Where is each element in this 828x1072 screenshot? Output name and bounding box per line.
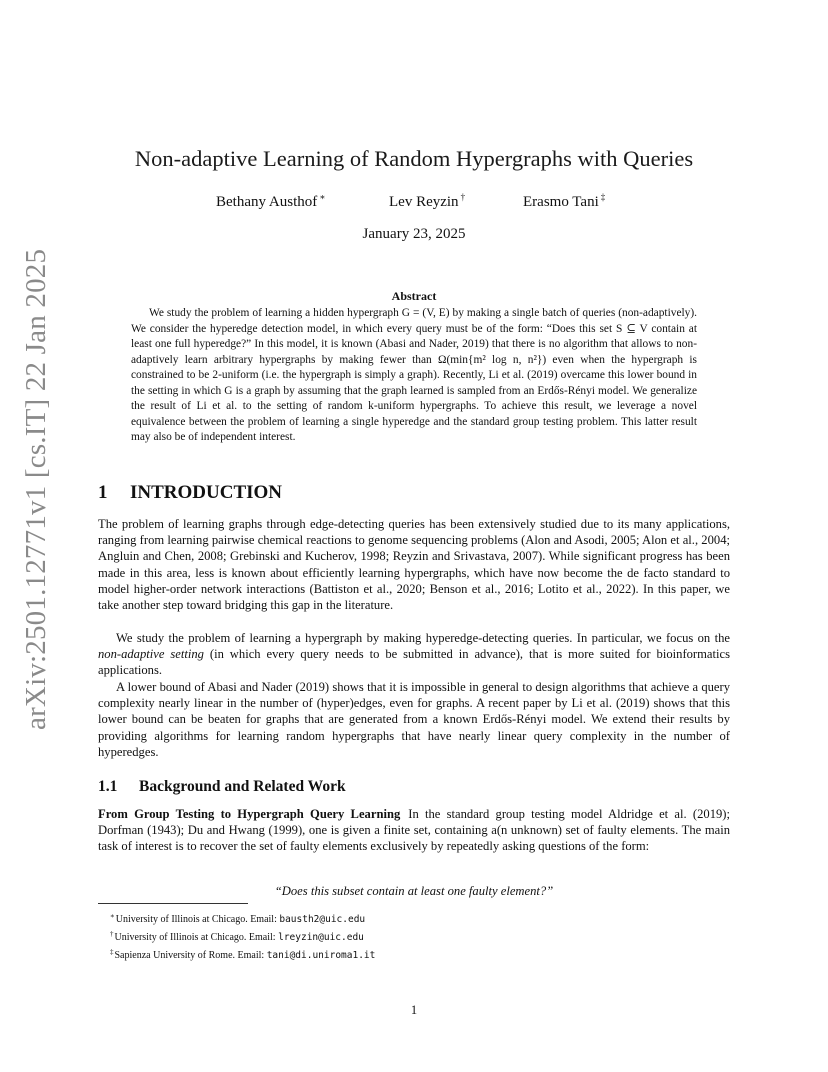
footnote-text: University of Illinois at Chicago. Email: [114, 932, 279, 943]
section-number: 1 [98, 482, 108, 503]
author-footnote-mark: ‡ [600, 192, 606, 202]
author-name: Bethany Austhof [216, 194, 318, 210]
author-2 [389, 192, 465, 211]
author-footnote-mark: † [460, 192, 466, 202]
abstract-text: We study the problem of learning a hidden hypergraph G = (V, E) by making a single batch of queries (non-adaptively). We consider the hyperedge detection model, in which every query must be of the form: “Does this set S ⊆ V contain at least one full hyperedge?” In this model, it is known (Abasi and Nader, 2019) that there is no algorithm that allows to non-adaptively learn arbitrary hypergraphs by making fewer than Ω(min{m² log n, n²}) even when the hypergraph is constrained to be 2-uniform (i.e. the hypergraph is simply a graph). Recently, Li et al. (2019) overcame this lower bound in the setting in which G is a graph by assuming that the graph learned is sampled from an Erdős-Rényi model. We generalize the result of Li et al. to the setting of random k-uniform hypergraphs. To achieve this result, we leverage a novel equivalence between the problem of learning a single hyperedge and the standard group testing problem. This latter result may also be of independent interest. [131, 307, 697, 443]
abstract-heading: Abstract [391, 289, 437, 303]
paragraph-text: In the standard group testing model Aldridge et al. (2019); Dorfman (1943); Du and Hwang (1999), one is given a finite set, containing a(n unknown) set of faulty elements. The main task of interest is to recover the set of faulty elements exclusively by repeatedly asking questions of the form: [98, 807, 730, 854]
arxiv-identifier-stamp: arXiv:2501.12771v1 [cs.IT] 22 Jan 2025 [20, 248, 52, 730]
display-quote: “Does this subset contain at least one faulty element?” [274, 884, 554, 898]
footnote-3 [110, 945, 375, 963]
footnotes [110, 909, 375, 963]
footnote-divider [98, 903, 248, 904]
footnote-email: bausth2@uic.edu [279, 914, 366, 925]
footnote-text: University of Illinois at Chicago. Email: [115, 914, 280, 925]
author-name: Erasmo Tani [523, 194, 599, 210]
paper-title: Non-adaptive Learning of Random Hypergraphs with Queries [134, 146, 694, 171]
section-title: INTRODUCTION [130, 482, 283, 503]
footnote-mark: ‡ [110, 948, 114, 956]
run-in-heading: From Group Testing to Hypergraph Query Learning [98, 807, 401, 821]
author-name: Lev Reyzin [389, 194, 459, 210]
footnote-mark: † [110, 930, 114, 938]
footnote-text: Sapienza University of Rome. Email: [114, 950, 267, 961]
footnote-email: tani@di.uniroma1.it [266, 950, 376, 961]
paragraph-text: We study the problem of learning a hypergraph by making hyperedge-detecting queries. In particular, we focus on the [116, 631, 730, 645]
author-1 [216, 192, 325, 211]
section-heading-introduction [98, 482, 282, 504]
intro-paragraph-1: The problem of learning graphs through edge-detecting queries has been extensively studied due to its many applications, ranging from learning pairwise chemical reactions to genome sequencing problems (Alon and Asodi, 2005; Alon et al., 2004; Angluin and Chen, 2008; Grebinski and Kucherov, 1998; Reyzin and Srivastava, 2007). While significant progress has been made in this area, less is known about efficiently learning hypergraphs, which have now become the de facto standard to model higher-order network interactions (Battiston et al., 2020; Benson et al., 2016; Lotito et al., 2022). In this paper, we take another step toward bridging this gap in the literature. [98, 517, 730, 613]
paragraph-text: (in which every query needs to be submitted in advance), that is more suited for bioinformatics applications. [98, 647, 731, 678]
footnote-1 [110, 909, 375, 927]
paper-date: January 23, 2025 [362, 226, 466, 242]
intro-paragraph-2 [98, 630, 730, 679]
emphasized-term: non-adaptive setting [98, 647, 204, 662]
author-footnote-mark: ∗ [319, 192, 326, 202]
subsection-number: 1.1 [98, 778, 118, 795]
subsection-heading-background [98, 778, 346, 796]
footnote-email: lreyzin@uic.edu [278, 932, 364, 943]
subsection-title: Background and Related Work [139, 778, 346, 795]
author-3 [523, 192, 605, 211]
background-paragraph [98, 806, 730, 855]
page-number: 1 [410, 1003, 418, 1017]
footnote-mark: ∗ [110, 912, 115, 920]
footnote-2 [110, 927, 375, 945]
intro-paragraph-3: A lower bound of Abasi and Nader (2019) shows that it is impossible in general to design algorithms that achieve a query complexity nearly linear in the number of (hyper)edges, even for graphs. A recent paper by Li et al. (2019) shows that this lower bound can be beaten for graphs that are generated from a known Erdős-Rényi model. We extend their results by providing algorithms for learning random hypergraphs that have nearly linear query complexity in the number of hyperedges. [98, 680, 730, 759]
